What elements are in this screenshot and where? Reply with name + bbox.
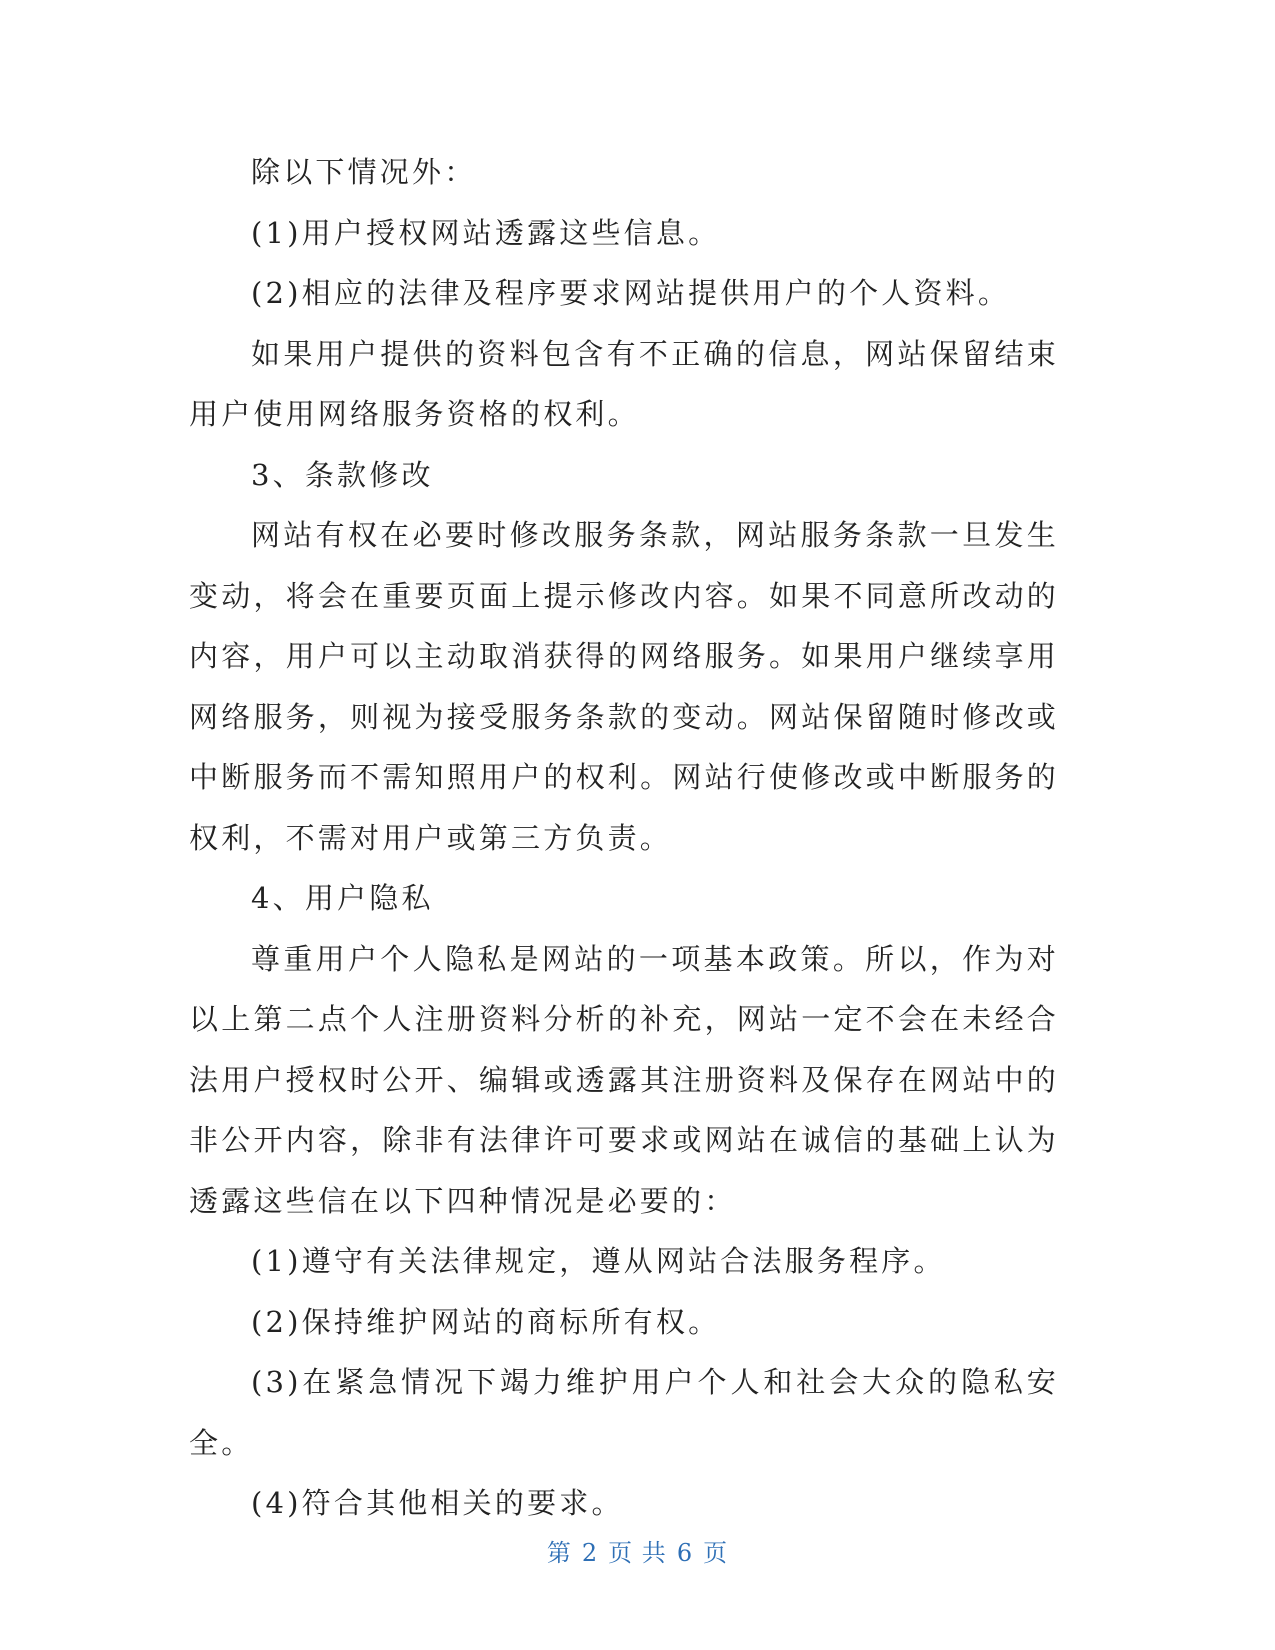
paragraph-exceptions-intro: 除以下情况外： [251, 155, 477, 189]
document-body [189, 142, 1059, 1534]
paragraph-privacy-case-2: (2)保持维护网站的商标所有权。 [251, 1304, 721, 1339]
paragraph-user-privacy: 尊重用户个人隐私是网站的一项基本政策。所以，作为对以上第二点个人注册资料分析的补充，网站一定不会在未经合法用户授权时公开、编辑或透露其注册资料及保存在网站中的非公开内容，除非有法律许可要求或网站在诚信的基础上认为透露这些信在以下四种情况是必要的： [189, 941, 1059, 1218]
footer-prefix: 第 [546, 1539, 572, 1567]
section-heading-user-privacy: 4、用户隐私 [251, 881, 434, 915]
footer-current-page: 2 [581, 1539, 599, 1567]
paragraph-exception-2: (2)相应的法律及程序要求网站提供用户的个人资料。 [251, 276, 1011, 310]
footer-total-pages: 6 [676, 1539, 694, 1567]
page-number-footer [0, 1533, 1275, 1568]
paragraph-privacy-case-4: (4)符合其他相关的要求。 [251, 1486, 624, 1520]
footer-middle: 页 共 [608, 1539, 667, 1567]
paragraph-terms-modification: 网站有权在必要时修改服务条款，网站服务条款一旦发生变动，将会在重要页面上提示修改内容。如果不同意所改动的内容，用户可以主动取消获得的网络服务。如果用户继续享用网络服务，则视为接受服务条款的变动。网站保留随时修改或中断服务而不需知照用户的权利。网站行使修改或中断服务的权利，不需对用户或第三方负责。 [189, 518, 1059, 855]
paragraph-exception-1: (1)用户授权网站透露这些信息。 [251, 215, 721, 250]
section-heading-terms-modification: 3、条款修改 [251, 457, 434, 492]
paragraph-privacy-case-1: (1)遵守有关法律规定，遵从网站合法服务程序。 [251, 1244, 946, 1278]
footer-suffix: 页 [703, 1539, 729, 1567]
paragraph-privacy-case-3: (3)在紧急情况下竭力维护用户个人和社会大众的隐私安全。 [189, 1365, 1059, 1460]
paragraph-incorrect-info: 如果用户提供的资料包含有不正确的信息，网站保留结束用户使用网络服务资格的权利。 [189, 336, 1059, 431]
